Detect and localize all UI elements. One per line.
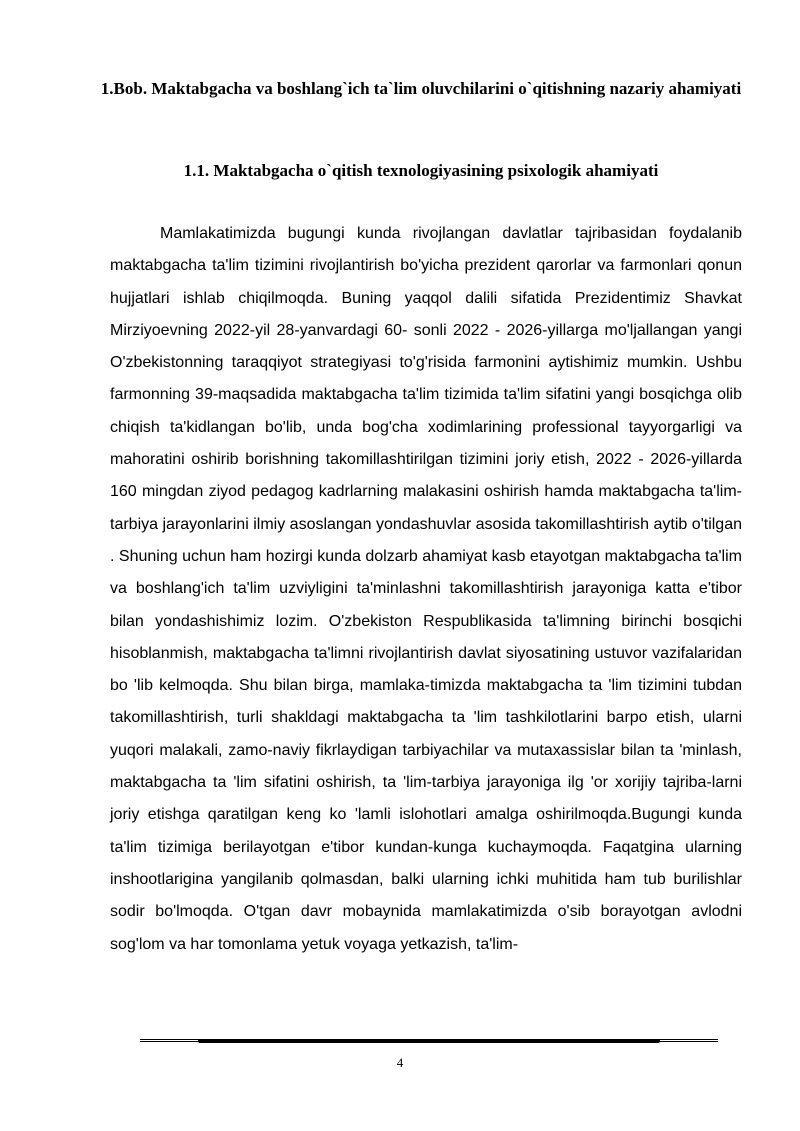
body-paragraph: Mamlakatimizda bugungi kunda rivojlangan davlatlar tajribasidan foydalanib maktabgacha ta'lim tizimini rivojlantirish bo'yicha prezident qarorlar va farmonlari qonun hujjatlari ishlab chiqilmoqda. Buning yaqqol dalili sifatida Prezidentimiz Shavkat Mirziyoevning 2022-yil 28-yanvardagi 60- sonli 2022 - 2026-yillarga mo'ljallangan yangi O'zbekistonning taraqqiyot strategiyasi to'g'risida farmonini aytishimiz mumkin. Ushbu farmonning 39-maqsadida maktabgacha ta'lim tizimida ta'lim sifatini yangi bosqichga olib chiqish ta'kidlangan bo'lib, unda bog'cha xodimlarining professional tayyorgarligi va mahoratini oshirib borishning takomillashtirilgan tizimini joriy etish, 2022 - 2026-yillarda 160 mingdan ziyod pedagog kadrlarning malakasini oshirish hamda maktabgacha ta'lim-tarbiya jarayonlarini ilmiy asoslangan yondashuvlar asosida takomillashtirish aytib o'tilgan . Shuning uchun ham hozirgi kunda dolzarb ahamiyat kasb etayotgan maktabgacha ta'lim va boshlang'ich ta'lim uzviyligini ta'minlashni takomillashtirish jarayoniga katta e'tibor bilan yondashishimiz lozim. O'zbekiston Respublikasida ta'limning birinchi bosqichi hisoblanmish, maktabgacha ta'limni rivojlantirish davlat siyosatining ustuvor vazifalaridan bo 'lib kelmoqda. Shu bilan birga, mamlaka-timizda maktabgacha ta 'lim tizimini tubdan takomillashtirish, turli shakldagi maktabgacha ta 'lim tashkilotlarini barpo etish, ularni yuqori malakali, zamo-naviy fikrlaydigan tarbiyachilar va mutaxassislar bilan ta 'minlash, maktabgacha ta 'lim sifatini oshirish, ta 'lim-tarbiya jarayoniga ilg 'or xorijiy tajriba-larni joriy etishga qaratilgan keng ko 'lamli islohotlari amalga oshirilmoqda.Bugungi kunda ta'lim tizimiga berilayotgan e'tibor kundan-kunga kuchaymoqda. Faqatgina ularning inshootlarigina yangilanib qolmasdan, balki ularning ichki muhitida ham tub burilishlar sodir bo'lmoqda. O'tgan davr mobaynida mamlakatimizda o'sib borayotgan avlodni sog'lom va har tomonlama yetuk voyaga yetkazish, ta'lim- [110,225,742,953]
page-number: 4 [396,1055,404,1070]
footer-divider [140,1039,718,1042]
chapter-title: 1.Bob. Maktabgacha va boshlang`ich ta`lim oluvchilarini o`qitishning nazariy ahamiyati [100,79,742,98]
section-title: 1.1. Maktabgacha o`qitish texnologiyasining psixologik ahamiyati [183,161,659,180]
